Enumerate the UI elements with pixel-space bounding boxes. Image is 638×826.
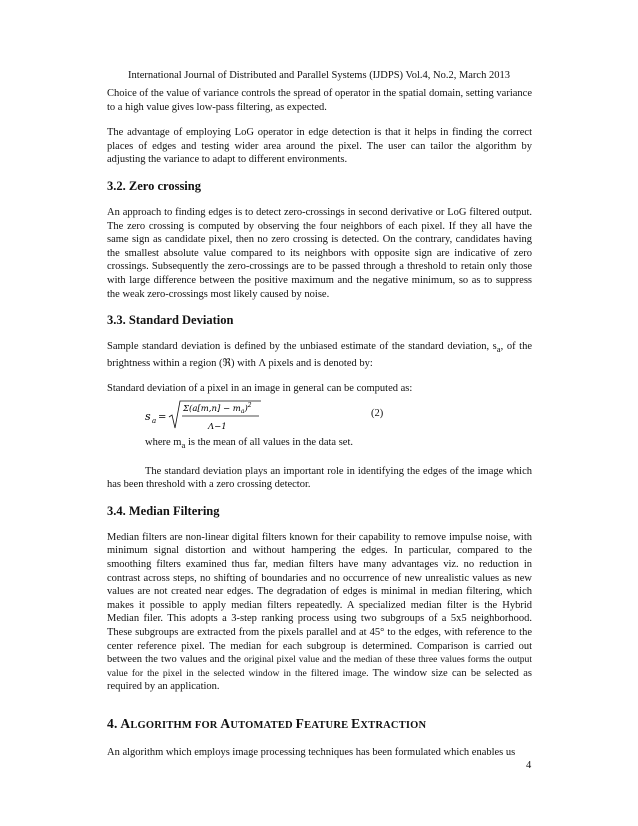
- std-formula: [145, 398, 315, 436]
- paragraph-std-computation: Standard deviation of a pixel in an image in general can be computed as:: [107, 383, 413, 395]
- section-heading-standard-deviation: 3.3. Standard Deviation: [107, 313, 234, 328]
- page-content: [107, 87, 532, 760]
- paragraph-where-mean: where $m_a$ is the mean of all values in the data set.: [145, 437, 354, 451]
- running-head: International Journal of Distributed and Parallel Systems (IJDPS) Vol.4, No.2, March 2013: [128, 70, 510, 81]
- paragraph-zero-crossing: An approach to finding edges is to detect zero-crossings in second derivative or LoG filtered output. The zero crossing is computed by observing the four neighbors of each pixel. If they all have the same sign as candidate pixel, then no zero crossing is detected. On the contrary, candidates having the smallest absolute value compared to its neighbors with opposite sign are indicative of zero crossings. Subsequently the zero-crossings are to be passed through a threshold to retain only those with large difference between the positive maximum and the negative minimum, so as to suppress the weak zero-crossings most likely caused by noise.: [107, 206, 532, 300]
- paragraph-std-role: The standard deviation plays an important role in identifying the edges of the image which has been threshold with a zero crossing detector.: [107, 465, 532, 491]
- section-heading-median-filtering: 3.4. Median Filtering: [107, 503, 220, 518]
- section-heading-zero-crossing: 3.2. Zero crossing: [107, 178, 201, 193]
- paragraph-algorithm-intro: An algorithm which employs image processing techniques has been formulated which enables us: [107, 747, 516, 758]
- svg-text:s: s: [145, 410, 151, 423]
- section-heading-algorithm: 4. ALGORITHM FOR AUTOMATED FEATURE EXTRACTION: [107, 716, 427, 731]
- svg-text:a: a: [152, 417, 157, 425]
- page-number: 4: [526, 760, 532, 771]
- paragraph-variance: Choice of the value of variance controls the spread of operator in the spatial domain, setting variance to a high value gives low-pass filtering, as expected.: [107, 88, 532, 113]
- paragraph-median-filtering: Median filters are non-linear digital filters known for their capability to remove impulse noise, with minimum signal distortion and without hampering the edges. In particular, compared to the smoothing filters examined thus far, median filters have many advantages viz. no reduction in contrast across steps, no shifting of boundaries and no occurrence of new unrealistic values as new values are not created near edges. The degradation of edges is minimal in median filtering, which makes it possible to apply median filters repeatedly. A specialized median filter is the Hybrid Median filer. This adopts a 3-step ranking process using two subgroups of a 5x5 neighborhood. These subgroups are extracted from the pixels parallel and at 45° to the edges, with reference to the center reference pixel. The median for each subgroup is determined. Comparison is carried out between the two values and the original pixel value and the median of these three values forms the output value for the pixel in the selected window in the filtered image. The window size can be selected as required by an application.: [107, 531, 532, 693]
- svg-text:=: =: [158, 412, 167, 423]
- equation-number: (2): [371, 408, 384, 419]
- paragraph-sample-std-definition: Sample standard deviation is defined by the unbiased estimate of the standard deviation, $s_a$, of the brightness within a region (ℜ) with Λ pixels and is denoted by:: [107, 341, 533, 369]
- svg-text:Σ(a[m,n] − ma)2: $\Sigma(a[m,n] - m_a)^2$: [183, 402, 252, 415]
- svg-text:Λ−1: Λ−1: [208, 422, 227, 432]
- paragraph-log-advantage: The advantage of employing LoG operator in edge detection is that it helps in finding the correct places of edges and testing wider area around the pixel. The user can tailor the algorithm by adjusting the variance to adapt to different environments.: [107, 127, 532, 166]
- equation-2: [107, 396, 532, 436]
